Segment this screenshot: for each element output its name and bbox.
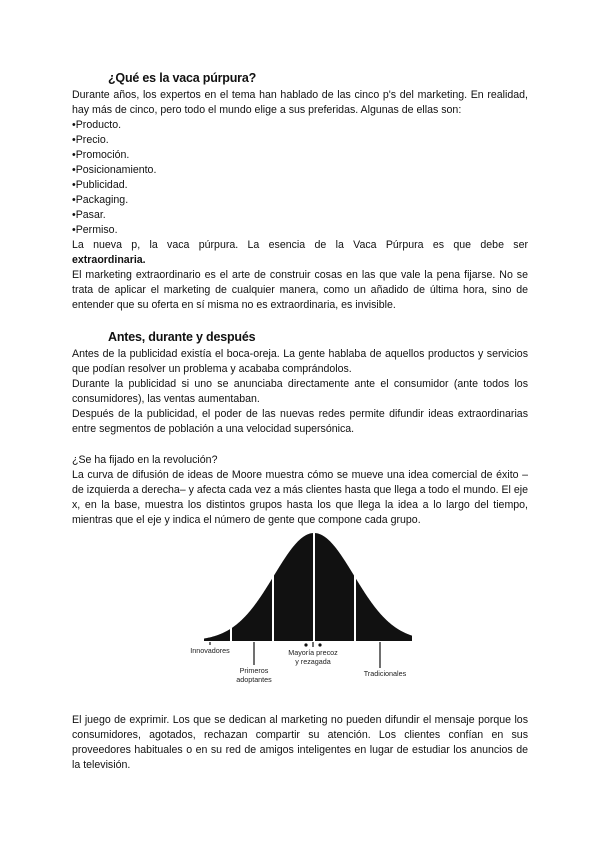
new-p-emphasis-line (72, 253, 528, 268)
tick-dot (304, 643, 307, 646)
label-mayoria-precoz: Mayoría precoz (288, 648, 338, 657)
moore-curve-paragraph: La curva de difusión de ideas de Moore muestra cómo se mueve una idea comercial de éxito –de izquierda a derecha– y afecta cada vez a más clientes hasta que llega a todo el mundo. El eje x, en la base, muestra los distintos grupos hasta los que llega la idea a lo largo del tiempo, mientras que el eje y indica el número de gente que compone cada grupo. (72, 469, 528, 526)
list-item: • Promoción. (72, 148, 528, 163)
list-item: • Packaging. (72, 193, 528, 208)
segment-innovadores (204, 629, 230, 641)
durante-paragraph: Durante la publicidad si uno se anunciaba directamente ante el consumidor (ante todos los consumidores), las ventas aumentaban. (72, 378, 528, 405)
label-tradicionales: Tradicionales (363, 669, 407, 678)
diffusion-curve-chart (72, 531, 528, 703)
document-page (72, 70, 528, 773)
intro-paragraph: Durante años, los expertos en el tema han hablado de las cinco p's del marketing. En realidad, hay más de cinco, pero todo el mundo elige a sus preferidas. Algunas de ellas son: (72, 89, 528, 116)
extraordinary-marketing-paragraph: El marketing extraordinario es el arte de construir cosas en las que vale la pena fijarse. No se trata de aplicar el marketing de cualquier manera, como un añadido de última hora, sino de entender que su oferta en sí misma no es extraordinaria, es invisible. (72, 269, 528, 311)
list-item: • Pasar. (72, 208, 528, 223)
list-item: • Permiso. (72, 223, 528, 238)
despues-paragraph: Después de la publicidad, el poder de las nuevas redes permite difundir ideas extraordinarias entre segmentos de población a una velocidad supersónica. (72, 408, 528, 435)
extraordinaria-bold: extraordinaria. (72, 254, 146, 266)
list-item: • Publicidad. (72, 178, 528, 193)
section-title-antes-durante-despues: Antes, durante y después (108, 330, 256, 344)
segment-tradicionales (356, 579, 412, 641)
squeeze-game-paragraph: El juego de exprimir. Los que se dedican al marketing no pueden difundir el mensaje porque los consumidores, agotados, rechazan compartir su atención. Los clientes confían en sus proveedores habituales o en su red de amigos inteligentes en lugar de estudiar los anuncios de la televisión. (72, 714, 528, 771)
label-y-rezagada: y rezagada (295, 657, 331, 666)
segment-mayoria-tardia (315, 533, 354, 641)
curve-segments (204, 533, 412, 641)
revolution-question: ¿Se ha fijado en la revolución? (72, 454, 218, 466)
label-primeros: Primeros (239, 666, 269, 675)
segment-primeros (232, 579, 272, 641)
tick-dot (318, 643, 321, 646)
new-p-paragraph (72, 238, 528, 253)
list-item: • Producto. (72, 118, 528, 133)
antes-paragraph: Antes de la publicidad existía el boca-oreja. La gente hablaba de aquellos productos y servicios que podían resolver un problema y acababa comprándolos. (72, 348, 528, 375)
list-item: • Precio. (72, 133, 528, 148)
new-p-text: La nueva p, la vaca púrpura. La esencia de la Vaca Púrpura es que debe ser (72, 239, 528, 251)
list-item: • Posicionamiento. (72, 163, 528, 178)
section-title-vaca-purpura: ¿Qué es la vaca púrpura? (108, 71, 257, 85)
segment-mayoria-precoz (274, 533, 313, 641)
label-innovadores: Innovadores (190, 646, 230, 655)
label-adoptantes: adoptantes (236, 675, 272, 684)
marketing-ps-list (72, 118, 528, 238)
diffusion-curve-svg (72, 531, 528, 703)
